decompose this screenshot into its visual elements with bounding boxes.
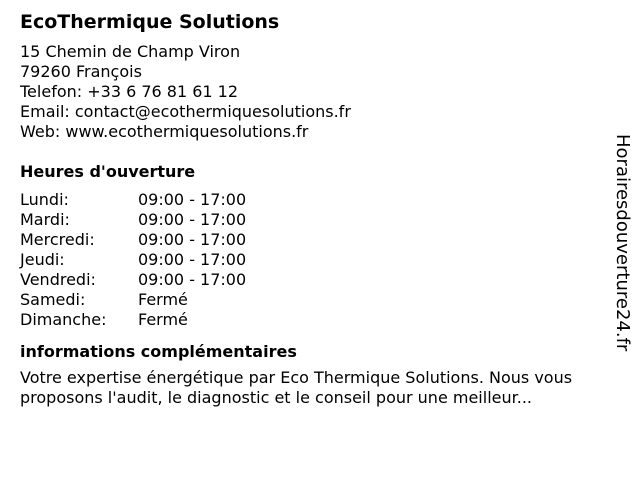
company-name: EcoThermique Solutions (20, 11, 280, 33)
hours-time: Fermé (138, 310, 188, 329)
opening-hours-title: Heures d'ouverture (20, 162, 196, 181)
hours-day: Lundi: (20, 190, 69, 209)
email-line: Email: contact@ecothermiquesolutions.fr (20, 102, 351, 121)
hours-row-sunday (20, 310, 610, 330)
hours-time: 09:00 - 17:00 (138, 270, 247, 289)
opening-hours-table (20, 190, 610, 330)
hours-row-friday (20, 270, 610, 290)
hours-day: Mercredi: (20, 230, 95, 249)
hours-day: Jeudi: (20, 250, 65, 269)
hours-day: Mardi: (20, 210, 70, 229)
website-line: Web: www.ecothermiquesolutions.fr (20, 122, 309, 141)
hours-row-monday (20, 190, 610, 210)
business-card (20, 10, 610, 408)
hours-row-tuesday (20, 210, 610, 230)
hours-time: 09:00 - 17:00 (138, 230, 247, 249)
address-street: 15 Chemin de Champ Viron (20, 42, 241, 61)
phone-line: Telefon: +33 6 76 81 61 12 (20, 82, 239, 101)
hours-row-saturday (20, 290, 610, 310)
hours-time: 09:00 - 17:00 (138, 210, 247, 229)
hours-time: 09:00 - 17:00 (138, 250, 247, 269)
additional-info-text: Votre expertise énergétique par Eco Thermique Solutions. Nous vous proposons l'audit, le diagnostic et le conseil pour une meilleur... (20, 368, 573, 407)
additional-info-title: informations complémentaires (20, 342, 297, 361)
hours-row-thursday (20, 250, 610, 270)
hours-time: Fermé (138, 290, 188, 309)
hours-time: 09:00 - 17:00 (138, 190, 247, 209)
hours-row-wednesday (20, 230, 610, 250)
hours-day: Vendredi: (20, 270, 96, 289)
address-city: 79260 François (20, 62, 142, 81)
hours-day: Samedi: (20, 290, 86, 309)
hours-day: Dimanche: (20, 310, 107, 329)
site-watermark: Horairesdouverture24.fr (612, 134, 633, 352)
